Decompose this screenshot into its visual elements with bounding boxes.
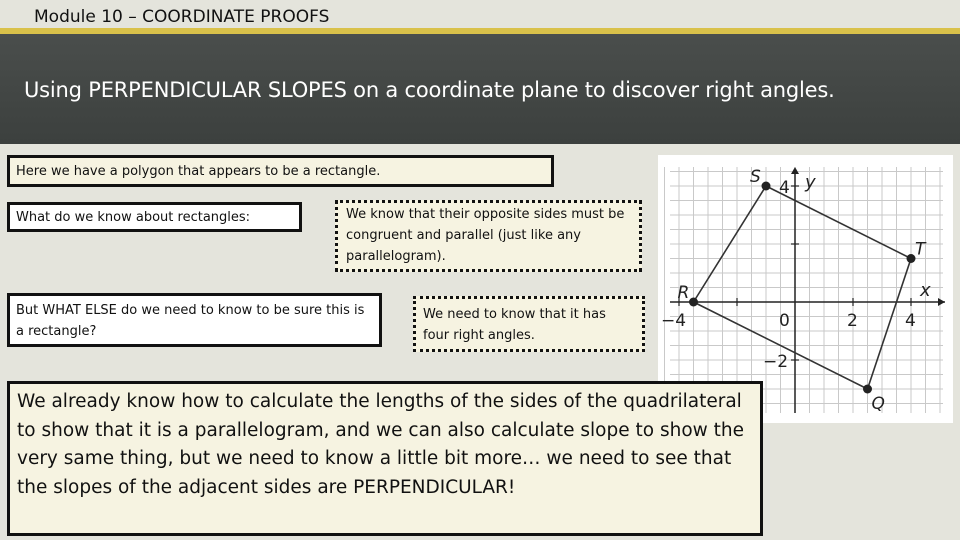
x-axis-arrow [938,298,945,306]
vertex-q [863,385,872,394]
tick-label-x-neg4: −4 [661,311,687,331]
vertex-label-s: S [750,167,761,187]
module-title: Module 10 – COORDINATE PROOFS [34,7,330,27]
vertex-s [762,182,771,191]
intro-box: Here we have a polygon that appears to be a rectangle. [7,155,554,187]
answer2-box: We need to know that it has four right angles. [413,296,645,352]
axis-label-y: y [805,172,816,193]
vertex-label-t: T [915,239,926,260]
vertex-r [689,298,698,307]
question2-box: But WHAT ELSE do we need to know to be sure this is a rectangle? [7,293,382,347]
slide-title: Using PERPENDICULAR SLOPES on a coordinate plane to discover right angles. [24,78,835,102]
tick-label-y-4: 4 [779,178,790,198]
question1-box: What do we know about rectangles: [7,202,302,232]
vertex-label-q: Q [871,394,885,414]
y-axis-arrow [791,167,799,174]
tick-label-x-4: 4 [905,311,916,331]
tick-label-y-neg2: −2 [763,352,789,372]
axes [670,167,945,413]
explanation-box: We already know how to calculate the lengths of the sides of the quadrilateral to show that it is a parallelogram, and we can also calculate slope to show the very same thing, but we need to know a little bit more… we need to see that the slopes of the adjacent sides are PERPENDICULAR! [7,381,763,536]
vertex-label-r: R [677,283,690,303]
axis-label-x: x [920,280,931,301]
tick-label-x-2: 2 [847,311,858,331]
tick-label-x-0: 0 [779,311,790,331]
answer1-box: We know that their opposite sides must be congruent and parallel (just like any parallelogram). [335,200,642,272]
